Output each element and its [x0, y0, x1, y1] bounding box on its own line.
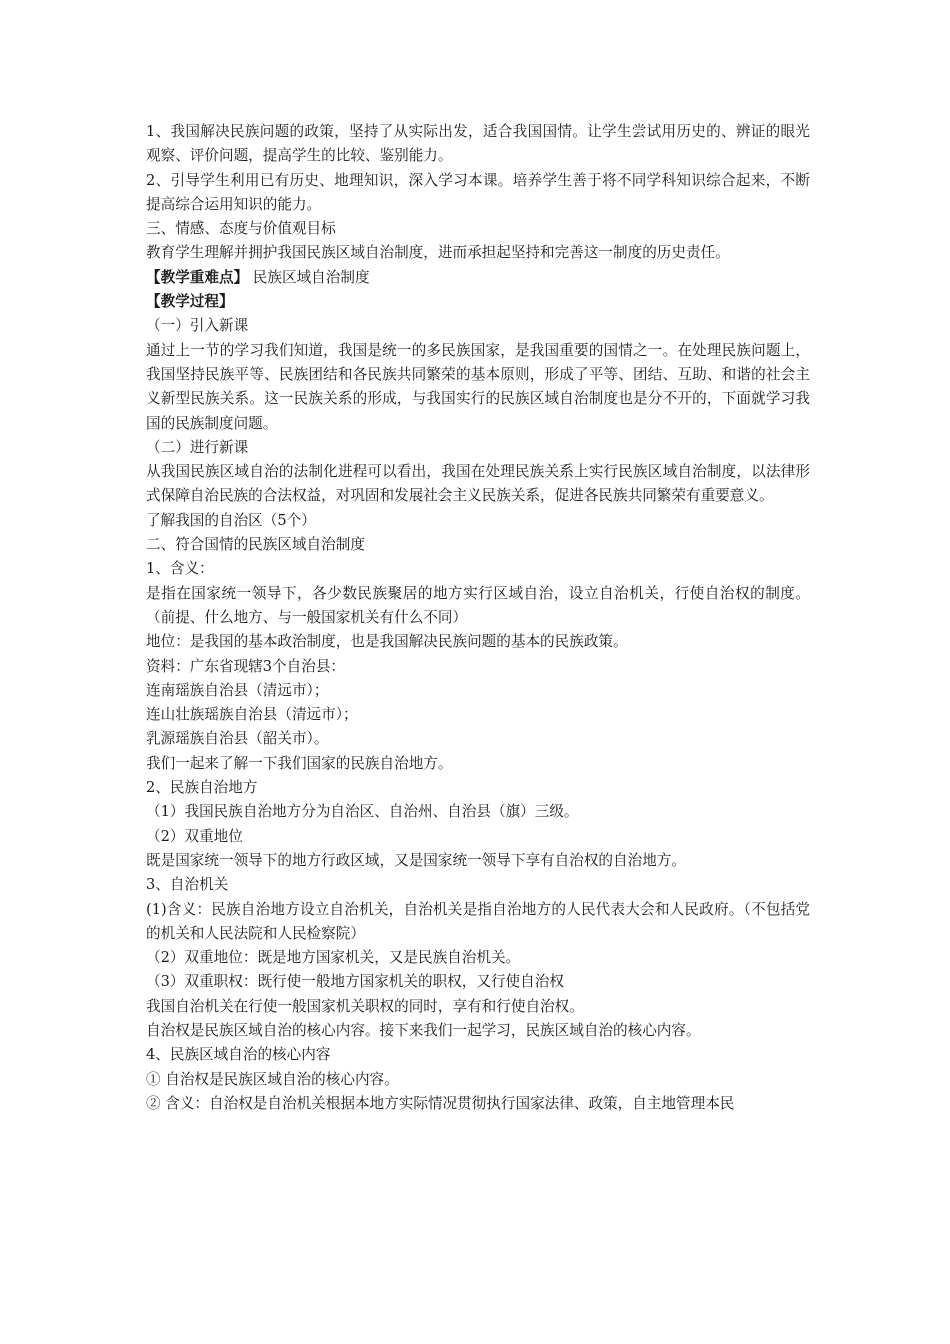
paragraph-intro: 通过上一节的学习我们知道，我国是统一的多民族国家，是我国重要的国情之一。在处理民族问题上，我国坚持民族平等、民族团结和各民族共同繁荣的基本原则，形成了平等、团结、互助、和谐的社会主义新型民族关系。这一民族关系的形成，与我国实行的民族区域自治制度也是分不开的，下面就学习我国的民族制度问题。	[146, 341, 810, 432]
paragraph-status: 地位：是我国的基本政治制度，也是我国解决民族问题的基本的民族政策。	[146, 633, 628, 651]
heading-dual-status: （2）双重地位	[146, 827, 243, 845]
heading-meaning: 1、含义：	[146, 560, 214, 578]
list-item-lianshan: 连山壮族瑶族自治县（清远市）；	[146, 706, 358, 724]
paragraph-emotion-goals: 教育学生理解并拥护我国民族区域自治制度，进而承担起坚持和完善这一制度的历史责任。	[146, 244, 730, 262]
key-points-label: 【教学重难点】	[146, 268, 249, 286]
paragraph-dual-status: 既是国家统一领导下的地方行政区域，又是国家统一领导下享有自治权的自治地方。	[146, 851, 686, 869]
heading-emotion-goals: 三、情感、态度与价值观目标	[146, 220, 336, 238]
section-intro-heading: （一）引入新课	[146, 317, 249, 335]
paragraph-material: 资料：广东省现辖3个自治县：	[146, 657, 346, 675]
paragraph-meaning: 是指在国家统一领导下，各少数民族聚居的地方实行区域自治，设立自治机关，行使自治权的制度。（前提、什么地方、与一般国家机关有什么不同）	[146, 584, 810, 626]
paragraph-autonomous-regions: 了解我国的自治区（5个）	[146, 511, 316, 529]
key-points-line	[146, 266, 810, 290]
paragraph-core-2: ② 含义：自治权是自治机关根据本地方实际情况贯彻执行国家法律、政策，自主地管理本民	[146, 1094, 735, 1112]
heading-autonomous-organs: 3、自治机关	[146, 876, 229, 894]
list-item-liannan: 连南瑶族自治县（清远市）；	[146, 681, 329, 699]
section-new-lesson-heading: （二）进行新课	[146, 438, 249, 456]
paragraph-objective-2: 2、引导学生利用已有历史、地理知识，深入学习本课。培养学生善于将不同学科知识综合起来，不断提高综合运用知识的能力。	[146, 171, 810, 213]
heading-system: 二、符合国情的民族区域自治制度	[146, 536, 365, 554]
paragraph-core-intro: 自治权是民族区域自治的核心内容。接下来我们一起学习，民族区域自治的核心内容。	[146, 1021, 701, 1039]
paragraph-three-levels: （1）我国民族自治地方分为自治区、自治州、自治县（旗）三级。	[146, 803, 579, 821]
paragraph-core-1: ① 自治权是民族区域自治的核心内容。	[146, 1070, 399, 1088]
heading-core-content: 4、民族区域自治的核心内容	[146, 1046, 331, 1064]
paragraph-legal-process: 从我国民族区域自治的法制化进程可以看出，我国在处理民族关系上实行民族区域自治制度，以法律形式保障自治民族的合法权益，对巩固和发展社会主义民族关系，促进各民族共同繁荣有重要意义。	[146, 463, 810, 505]
paragraph-organs-dual-status: （2）双重地位：既是地方国家机关，又是民族自治机关。	[146, 949, 521, 967]
process-heading: 【教学过程】	[146, 293, 234, 311]
paragraph-organs-exercise: 我国自治机关在行使一般国家机关职权的同时，享有和行使自治权。	[146, 997, 584, 1015]
heading-autonomous-places: 2、民族自治地方	[146, 779, 258, 797]
paragraph-organs-dual-power: （3）双重职权：既行使一般地方国家机关的职权，又行使自治权	[146, 973, 564, 991]
paragraph-organs-meaning: (1)含义：民族自治地方设立自治机关，自治机关是指自治地方的人民代表大会和人民政府。（不包括党的机关和人民法院和人民检察院）	[146, 900, 810, 942]
list-item-ruyuan: 乳源瑶族自治县（韶关市）。	[146, 730, 329, 748]
paragraph-objective-1: 1、我国解决民族问题的政策，坚持了从实际出发，适合我国国情。让学生尝试用历史的、辨证的眼光观察、评价问题，提高学生的比较、鉴别能力。	[146, 123, 810, 165]
paragraph-learn-places: 我们一起来了解一下我们国家的民族自治地方。	[146, 754, 453, 772]
document-body	[146, 120, 810, 1116]
key-points-text: 民族区域自治制度	[248, 268, 370, 286]
